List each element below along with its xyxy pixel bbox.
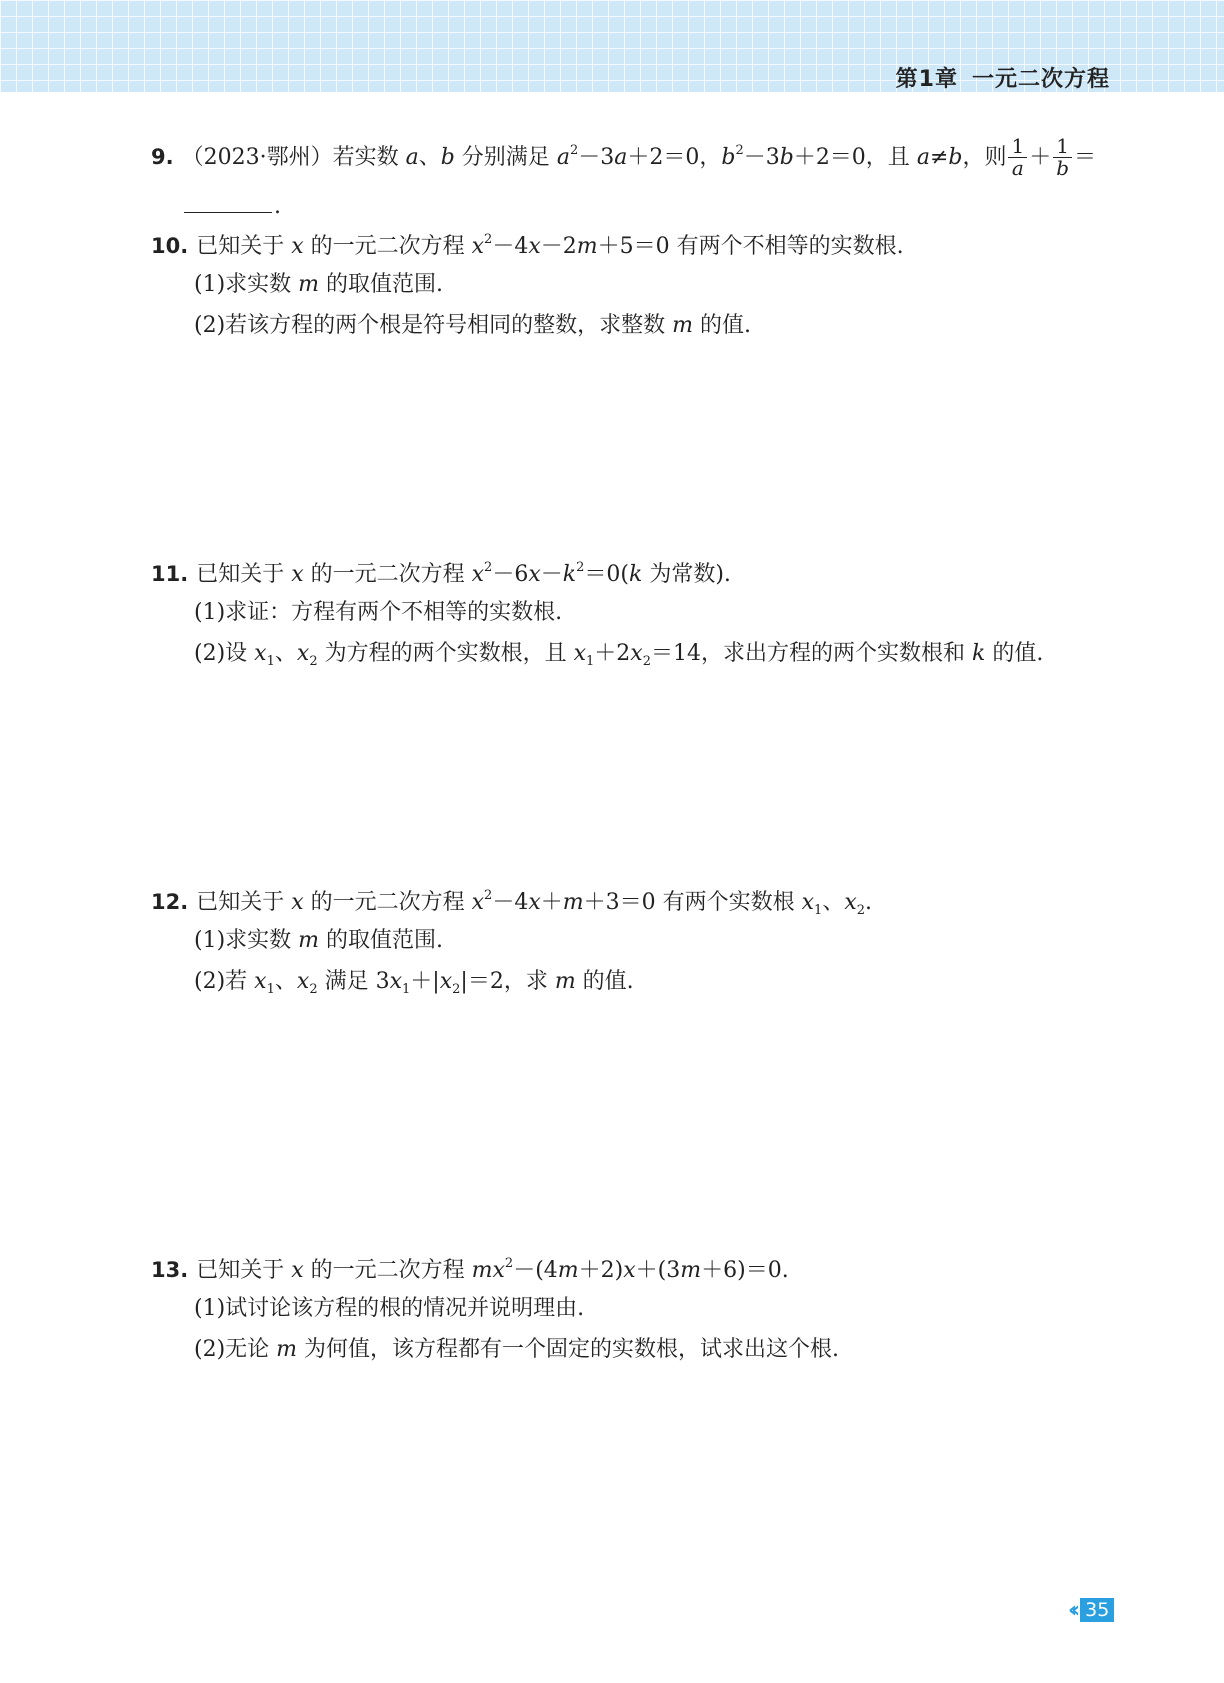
problem-12-part-2: (2)若 $x_1$、$x_2$ 满足 $3x_1+|x_2|=2$，求 m 的值.	[194, 969, 634, 997]
answer-blank	[184, 190, 272, 213]
chapter-title	[896, 62, 1110, 93]
problem-number: 13.	[151, 1258, 189, 1282]
page-number: 35	[1080, 1598, 1114, 1622]
page-number-badge	[1068, 1597, 1122, 1623]
problem-9-answer-blank: .	[184, 190, 281, 218]
fraction-1-over-a: $\frac{1}{a}$	[1008, 136, 1027, 179]
problem-10-stem: 10. 已知关于 x 的一元二次方程 $x^2-4x-2m+5=0$ 有两个不相等的实数根.	[151, 232, 904, 259]
problem-number: 9.	[151, 144, 174, 169]
problem-9-line-1: 9. （2023·鄂州）若实数 a、b 分别满足 $a^2-3a+2=0$，$b^2-3b+2=0$，且 a≠b，则 $\frac{1}{a}$ ＋ $\frac{1}{b}$ ＝	[151, 134, 1097, 180]
chapter-number: 第1章	[895, 67, 958, 92]
problem-number: 11.	[151, 562, 189, 586]
problem-13-part-2: (2)无论 m 为何值，该方程都有一个固定的实数根，试求出这个根.	[194, 1337, 840, 1362]
problem-number: 12.	[151, 890, 189, 914]
problem-13-part-1: (1)试讨论该方程的根的情况并说明理由.	[194, 1296, 585, 1321]
double-chevron-left-icon: ‹‹	[1068, 1597, 1075, 1623]
chapter-name: 一元二次方程	[971, 67, 1110, 92]
problem-11-part-1: (1)求证：方程有两个不相等的实数根.	[194, 600, 563, 625]
problem-11-stem: 11. 已知关于 x 的一元二次方程 $x^2-6x-k^2=0(k$ 为常数).	[151, 560, 731, 587]
fraction-1-over-b: $\frac{1}{b}$	[1053, 136, 1072, 179]
problem-11-part-2: (2)设 $x_1$、$x_2$ 为方程的两个实数根，且 $x_1+2x_2=14$，求出方程的两个实数根和 k 的值.	[194, 641, 1044, 669]
problem-13-stem: 13. 已知关于 x 的一元二次方程 $mx^2-(4m+2)x+(3m+6)=0$.	[151, 1256, 789, 1283]
problem-10-part-2: (2)若该方程的两个根是符号相同的整数，求整数 m 的值.	[194, 313, 752, 338]
problem-number: 10.	[151, 234, 189, 258]
problem-12-part-1: (1)求实数 m 的取值范围.	[194, 928, 444, 953]
problem-10-part-1: (1)求实数 m 的取值范围.	[194, 272, 444, 297]
problem-12-stem: 12. 已知关于 x 的一元二次方程 $x^2-4x+m+3=0$ 有两个实数根 $x_1$、$x_2$.	[151, 888, 873, 918]
